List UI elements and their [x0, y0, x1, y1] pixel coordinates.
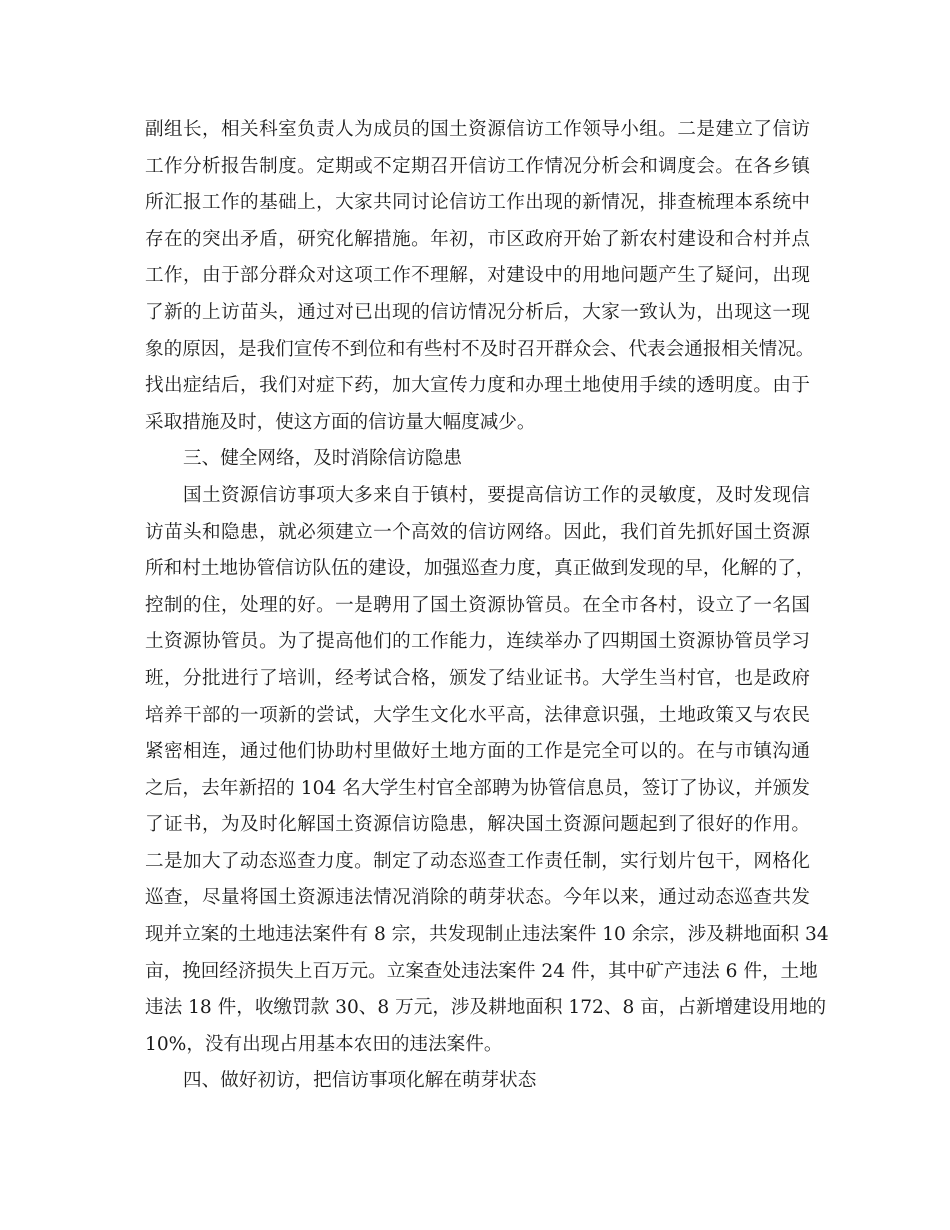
- paragraph-p2: [145, 478, 829, 1064]
- text-line: 象的原因，是我们宣传不到位和有些村不及时召开群众会、代表会通报相关情况。: [145, 338, 815, 360]
- text-line: 副组长，相关科室负责人为成员的国土资源信访工作领导小组。二是建立了信访: [145, 119, 810, 140]
- text-line: 国土资源信访事项大多来自于镇村，要提高信访工作的灵敏度，及时发现信: [183, 484, 810, 506]
- heading-text: 三、健全网络，及时消除信访隐患: [183, 448, 462, 470]
- text-line: 亩，挽回经济损失上百万元。立案查处违法案件 24 件，其中矿产违法 6 件，土地: [145, 960, 818, 982]
- text-line: 紧密相连，通过他们协助村里做好土地方面的工作是完全可以的。在与市镇沟通: [145, 741, 810, 763]
- text-line: 10%，没有出现占用基本农田的违法案件。: [145, 1033, 503, 1055]
- text-line: 存在的突出矛盾，研究化解措施。年初，市区政府开始了新农村建设和合村并点: [145, 228, 810, 250]
- text-line: 之后，去年新招的 104 名大学生村官全部聘为协管信息员，签订了协议，并颁发: [145, 777, 810, 799]
- text-line: 现并立案的土地违法案件有 8 宗，共发现制止违法案件 10 余宗，涉及耕地面积 34: [145, 924, 829, 946]
- text-line: 班，分批进行了培训，经考试合格，颁发了结业证书。大学生当村官，也是政府: [145, 667, 810, 689]
- section-heading-3: [145, 441, 810, 478]
- text-line: 二是加大了动态巡查力度。制定了动态巡查工作责任制，实行划片包干，网格化: [145, 850, 810, 872]
- text-line: 所汇报工作的基础上，大家共同讨论信访工作出现的新情况，排查梳理本系统中: [145, 192, 810, 214]
- document-page: [145, 112, 829, 1100]
- text-line: 工作分析报告制度。定期或不定期召开信访工作情况分析会和调度会。在各乡镇: [145, 155, 810, 177]
- section-heading-4: [145, 1063, 810, 1100]
- paragraph-p1: [145, 112, 815, 441]
- text-line: 违法 18 件，收缴罚款 30、8 万元，涉及耕地面积 172、8 亩，占新增建设用地的: [145, 997, 827, 1019]
- text-line: 找出症结后，我们对症下药，加大宣传力度和办理土地使用手续的透明度。由于: [145, 375, 810, 397]
- text-line: 了证书，为及时化解国土资源信访隐患，解决国土资源问题起到了很好的作用。: [145, 814, 810, 836]
- text-line: 采取措施及时，使这方面的信访量大幅度减少。: [145, 411, 536, 433]
- text-line: 了新的上访苗头，通过对已出现的信访情况分析后，大家一致认为，出现这一现: [145, 301, 810, 323]
- text-line: 控制的住，处理的好。一是聘用了国土资源协管员。在全市各村，设立了一名国: [145, 594, 810, 616]
- text-line: 访苗头和隐患，就必须建立一个高效的信访网络。因此，我们首先抓好国土资源: [145, 521, 810, 543]
- text-line: 巡查，尽量将国土资源违法情况消除的萌芽状态。今年以来，通过动态巡查共发: [145, 887, 810, 909]
- text-line: 培养干部的一项新的尝试，大学生文化水平高，法律意识强，土地政策又与农民: [145, 704, 810, 726]
- text-line: 工作，由于部分群众对这项工作不理解，对建设中的用地问题产生了疑问，出现: [145, 265, 810, 287]
- heading-text: 四、做好初访，把信访事项化解在萌芽状态: [183, 1070, 537, 1092]
- text-line: 土资源协管员。为了提高他们的工作能力，连续举办了四期国土资源协管员学习: [145, 631, 810, 653]
- text-line: 所和村土地协管信访队伍的建设，加强巡查力度，真正做到发现的早，化解的了，: [145, 558, 815, 580]
